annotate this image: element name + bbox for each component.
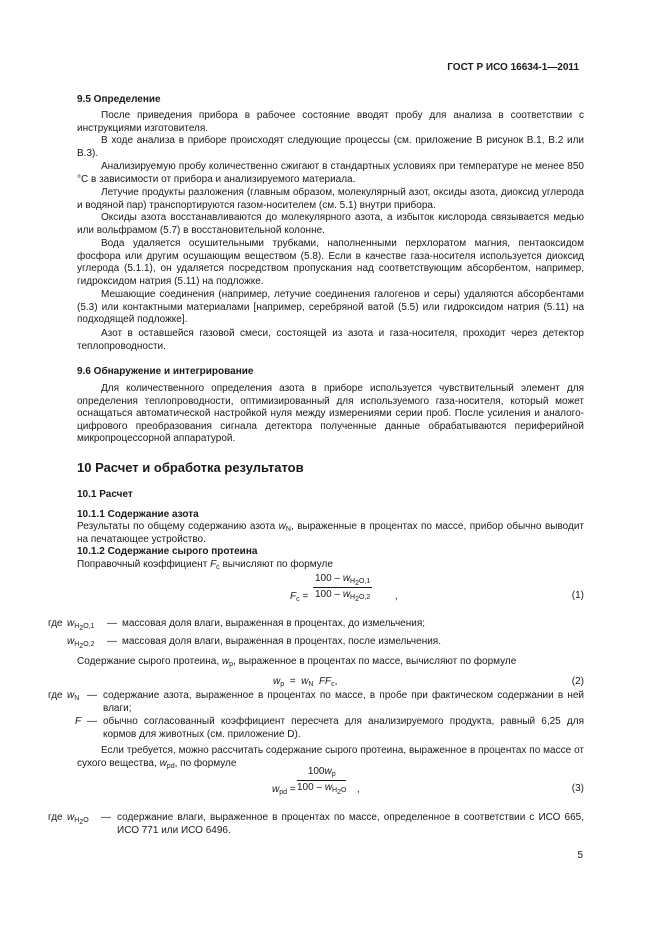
equation-1-number: (1)	[571, 590, 584, 601]
paragraph: Мешающие соединения (например, летучие соединения галогенов и серы) удаляются абсорбентами (5.3) или контактными материалами [например, серебряной ватой (5.5) или гидроксидом натрия (5.11) на подходящей подложке].	[77, 289, 584, 325]
symbol-w-h2o-1: $w_{H_2O,1}$	[67, 618, 95, 632]
equation-3-lhs: $w_{pd}$ =	[272, 784, 296, 796]
where-label: где	[48, 690, 63, 701]
section-9-5-title: 9.5 Определение	[77, 94, 161, 105]
paragraph: Азот в оставшейся газовой смеси, состоящей из азота и газа-носителя, проходит через детектор теплопроводности.	[77, 328, 584, 352]
desc-w-h2o-2: массовая доля влаги, выраженная в процентах, после измельчения.	[122, 636, 442, 647]
equation-2: $w_p = w_N$ $FF_c$,	[273, 676, 338, 688]
desc-w-h2o: содержание влаги, выраженное в процентах по массе, определенное в соответствии с ИСО 665, ИСО 771 или ИСО 6496.	[117, 812, 584, 836]
paragraph: Летучие продукты разложения (главным образом, молекулярный азот, оксиды азота, диоксид углерода и водяной пар) транспортируются газом-носителем (см. 5.1) внутри прибора.	[77, 187, 584, 211]
document-id: ГОСТ Р ИСО 16634-1—2011	[447, 62, 579, 73]
section-10-1-2-title: 10.1.2 Содержание сырого протеина	[77, 546, 258, 557]
paragraph-nitrogen: Результаты по общему содержанию азота $w_N$, выраженные в процентах по массе, прибор обычно выводит на печатающее устройство.	[77, 521, 584, 545]
section-10-title: 10 Расчет и обработка результатов	[77, 460, 304, 475]
paragraph: Для количественного определения азота в приборе используется чувствительный элемент для определения теплопроводности, оптимизированный для используемого газа-носителя, который может оснащаться автоматической настройкой нуля между измерениями серии проб. После усиления и аналого-цифрового преобразования сигнала детектора полученные данные обрабатываются периферийной микропроцессорной аппаратурой.	[77, 383, 584, 444]
dash: —	[87, 690, 97, 701]
paragraph-correction: Поправочный коэффициент $F_c$ вычисляют по формуле	[77, 559, 333, 571]
paragraph: В ходе анализа в приборе происходят следующие процессы (см. приложение В рисунок В.1, В.2 или В.3).	[77, 135, 584, 159]
dash: —	[101, 812, 111, 823]
paragraph: Оксиды азота восстанавливаются до молекулярного азота, а избыток кислорода связывается медью или вольфрамом (5.7) в восстановительной колонне.	[77, 212, 584, 236]
equation-3-comma: ,	[357, 784, 360, 795]
symbol-f: F	[75, 716, 82, 727]
section-10-1-1-title: 10.1.1 Содержание азота	[77, 509, 199, 520]
where-label: где	[48, 618, 63, 629]
equation-1-fraction: $\frac{100 - w_{H_2O,1}}{100 - w_{H_2O,2}}$	[315, 573, 371, 603]
equation-3-fraction: $\frac{100w_p}{100 - w_{H_2O}}$	[297, 766, 347, 796]
page-number: 5	[577, 850, 583, 861]
section-10-1-title: 10.1 Расчет	[77, 489, 133, 500]
paragraph: После приведения прибора в рабочее состояние вводят пробу для анализа в соответствии с инструкциями изготовителя.	[77, 110, 584, 134]
equation-3-number: (3)	[571, 783, 584, 794]
dash: —	[107, 636, 117, 647]
symbol-w-h2o-2: $w_{H_2O,2}$	[67, 636, 95, 650]
paragraph-dry-matter: Если требуется, можно рассчитать содержание сырого протеина, выраженное в процентах по массе от сухого вещества, $w_{pd}$, по формуле	[77, 745, 584, 770]
symbol-w-n: $w_N$	[67, 690, 80, 702]
desc-f: обычно согласованный коэффициент пересчета для анализируемого продукта, равный 6,25 для кормов для животных (см. приложение D).	[103, 716, 584, 740]
equation-1-lhs: $F_c$ =	[290, 591, 309, 603]
paragraph-protein: Содержание сырого протеина, $w_p$, выраженное в процентах по массе, вычисляют по формуле	[77, 656, 517, 668]
paragraph: Вода удаляется осушительными трубками, наполненными перхлоратом магния, пентаоксидом фосфора или другим осушающим веществом (5.8). Если в качестве газа-носителя используется диоксид углерода (5.1.1), он удаляется посредством пропускания над соответствующим абсорбентом, например, гидроксидом натрия (5.11) на подложке.	[77, 238, 584, 287]
dash: —	[87, 716, 97, 727]
section-9-6-title: 9.6 Обнаружение и интегрирование	[77, 366, 254, 377]
paragraph: Анализируемую пробу количественно сжигают в стандартных условиях при температуре не менее 850 °С в зависимости от прибора и анализируемого материала.	[77, 161, 584, 185]
desc-w-n: содержание азота, выраженное в процентах по массе, в пробе при фактическом содержании в ней влаги;	[103, 690, 584, 714]
dash: —	[107, 618, 117, 629]
desc-w-h2o-1: массовая доля влаги, выраженная в процентах, до измельчения;	[122, 618, 426, 629]
where-label: где	[48, 812, 63, 823]
symbol-w-h2o: $w_{H_2O}$	[67, 812, 89, 826]
equation-1-comma: ,	[395, 591, 398, 602]
equation-2-number: (2)	[571, 676, 584, 687]
